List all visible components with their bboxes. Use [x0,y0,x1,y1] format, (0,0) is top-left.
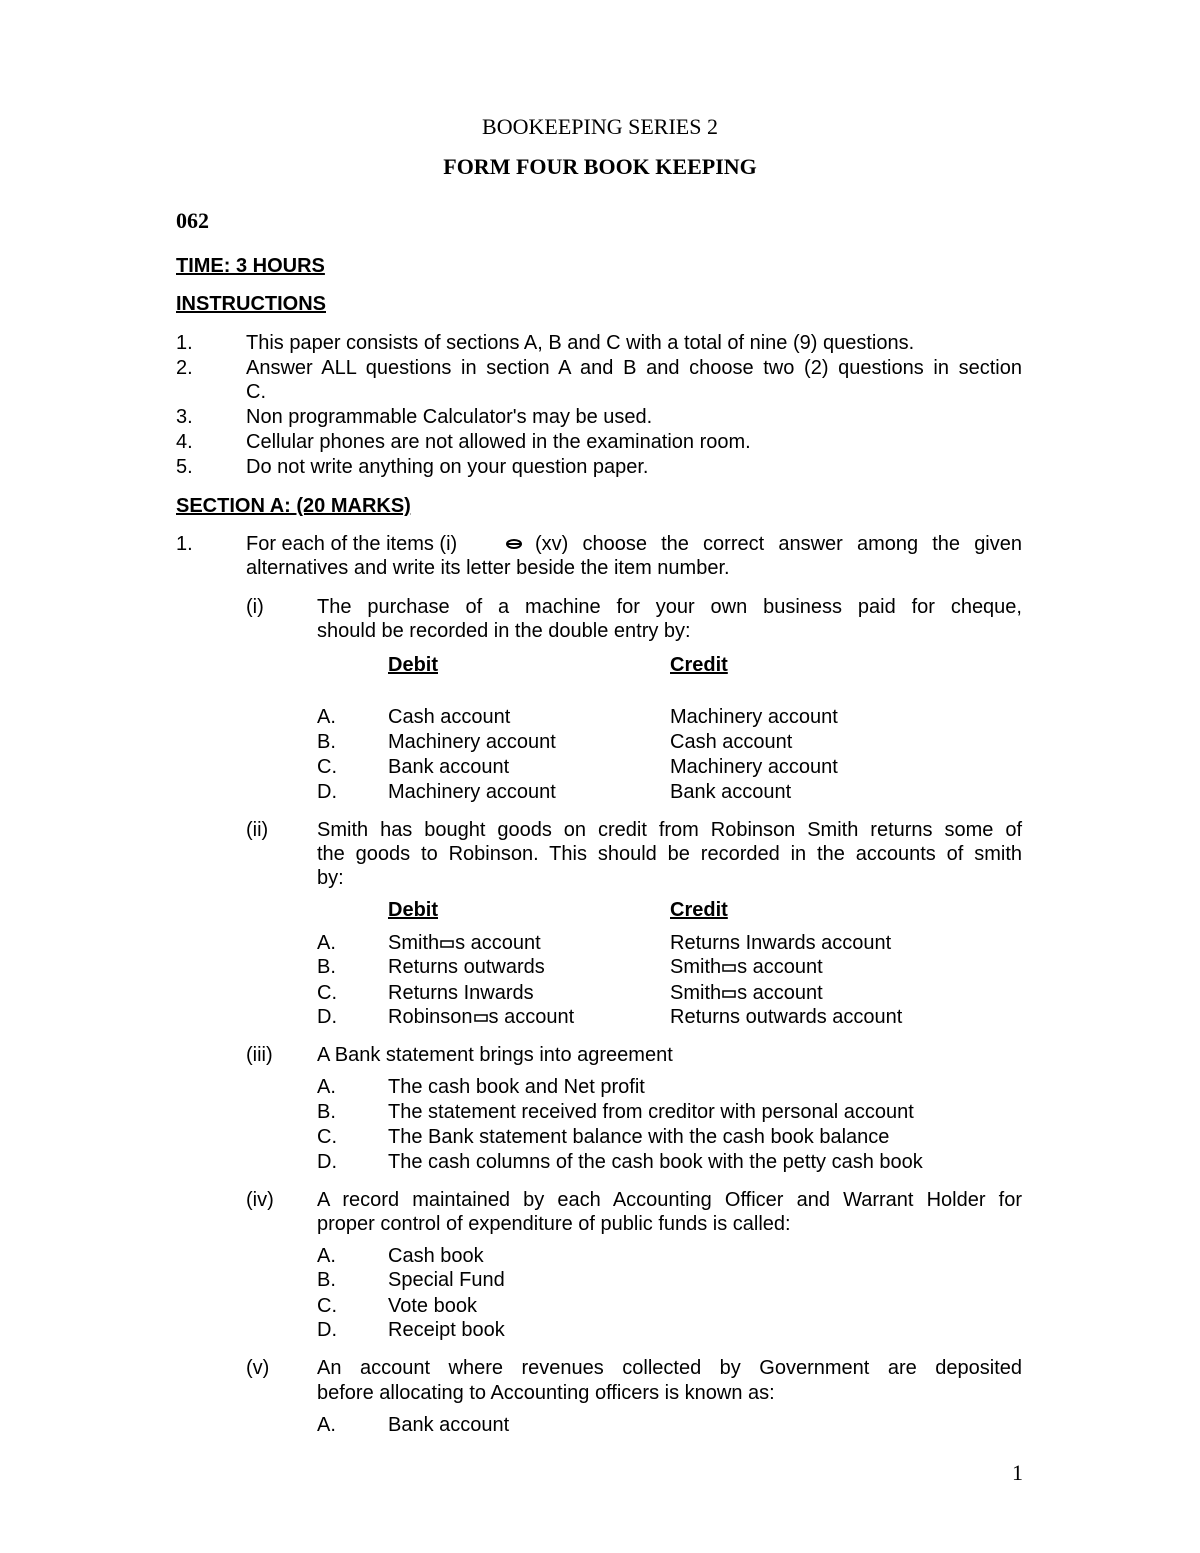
item-i-option-b-letter: B. [317,731,336,753]
item-i-stem-line1: The purchase of a machine for your own business paid for cheque, [317,596,1022,618]
item-iv-stem-line1: A record maintained by each Accounting Officer and Warrant Holder for [317,1189,1022,1211]
item-ii-option-d-debit-name: Robinson [388,1006,473,1028]
item-iv-option-d-letter: D. [317,1319,337,1341]
item-ii-option-b-credit-name: Smith [670,956,722,978]
item-iii-option-b-text: The statement received from creditor with personal account [388,1101,914,1123]
page-number: 1 [1012,1460,1023,1485]
item-i-label: (i) [246,596,264,618]
question-1-number: 1. [176,533,193,555]
item-ii-option-b-letter: B. [317,956,336,978]
item-iii-option-d-text: The cash columns of the cash book with the petty cash book [388,1151,923,1173]
series-title: BOOKEEPING SERIES 2 [482,114,718,139]
item-i-option-d-credit: Bank account [670,781,792,803]
item-i-option-c-letter: C. [317,756,337,778]
item-iii-option-c-letter: C. [317,1126,337,1148]
item-iv-option-b-letter: B. [317,1269,336,1291]
item-i-option-b-debit: Machinery account [388,731,556,753]
item-v-option-a-letter: A. [317,1414,336,1436]
paper-code: 062 [176,208,209,233]
item-ii-stem-line2: the goods to Robinson. This should be recorded in the accounts of smith [317,843,1022,865]
item-iv-option-c-letter: C. [317,1295,337,1317]
item-iii-stem: A Bank statement brings into agreement [317,1044,673,1066]
item-iv-option-d-text: Receipt book [388,1319,505,1341]
item-ii-stem-line3: by: [317,867,344,889]
item-i-option-a-credit: Machinery account [670,706,838,728]
item-ii-option-b-credit-rest: s account [737,956,823,978]
item-ii-option-d-letter: D. [317,1006,337,1028]
time-allowed: TIME: 3 HOURS [176,255,325,277]
item-iv-stem-line2: proper control of expenditure of public funds is called: [317,1213,791,1235]
item-iii-option-a-letter: A. [317,1076,336,1098]
item-i-option-d-debit: Machinery account [388,781,556,803]
item-ii-option-d-debit [388,1005,574,1029]
item-iv-option-a-letter: A. [317,1245,336,1267]
question-1-line1-end: (xv) choose the correct answer among the given [535,533,1022,555]
item-ii-option-a-letter: A. [317,932,336,954]
item-iv-label: (iv) [246,1189,274,1211]
item-ii-option-c-credit-name: Smith [670,982,722,1004]
item-ii-option-d-credit: Returns outwards account [670,1006,903,1028]
dash-glyph-icon [505,538,523,550]
item-v-stem-line1: An account where revenues collected by Government are deposited [317,1357,1022,1379]
item-ii-option-b-credit [670,955,823,979]
question-1-line1-start: For each of the items (i) [246,533,458,555]
item-ii-option-c-letter: C. [317,982,337,1004]
apostrophe-glyph-icon [721,989,737,999]
instruction-3-text: Non programmable Calculator's may be used. [246,406,653,428]
item-ii-option-a-debit [388,931,541,955]
item-ii-option-a-debit-name: Smith [388,932,440,954]
instructions-heading: INSTRUCTIONS [176,293,326,315]
instruction-2-text-line1: Answer ALL questions in section A and B and choose two (2) questions in section [246,357,1022,379]
item-i-stem-line2: should be recorded in the double entry by: [317,620,691,642]
item-ii-option-d-debit-rest: s account [488,1006,575,1028]
instruction-1-number: 1. [176,332,193,354]
item-v-stem-line2: before allocating to Accounting officers is known as: [317,1382,775,1404]
item-iv-option-b-text: Special Fund [388,1269,505,1291]
item-ii-option-c-debit: Returns Inwards [388,982,534,1004]
form-title: FORM FOUR BOOK KEEPING [443,154,757,179]
instruction-4-number: 4. [176,431,193,453]
instruction-5-number: 5. [176,456,193,478]
instruction-1-text: This paper consists of sections A, B and C with a total of nine (9) questions. [246,332,915,354]
item-iii-option-a-text: The cash book and Net profit [388,1076,645,1098]
item-iii-option-c-text: The Bank statement balance with the cash book balance [388,1126,890,1148]
item-i-debit-heading: Debit [388,654,438,676]
item-ii-option-b-debit: Returns outwards [388,956,545,978]
item-i-option-a-debit: Cash account [388,706,511,728]
item-ii-label: (ii) [246,819,269,841]
instruction-2-text-line2: C. [246,381,266,403]
item-ii-credit-heading: Credit [670,899,728,921]
item-i-option-a-letter: A. [317,706,336,728]
item-iii-option-d-letter: D. [317,1151,337,1173]
item-ii-option-c-credit-rest: s account [737,982,823,1004]
item-ii-option-c-credit [670,981,823,1005]
apostrophe-glyph-icon [721,963,737,973]
section-a-heading: SECTION A: (20 MARKS) [176,495,411,517]
item-iii-label: (iii) [246,1044,273,1066]
instruction-3-number: 3. [176,406,193,428]
item-iv-option-a-text: Cash book [388,1245,484,1267]
question-1-line2: alternatives and write its letter beside the item number. [246,557,730,579]
instruction-4-text: Cellular phones are not allowed in the examination room. [246,431,751,453]
item-ii-stem-line1: Smith has bought goods on credit from Robinson Smith returns some of [317,819,1022,841]
item-ii-option-a-debit-rest: s account [455,932,541,954]
item-i-option-c-credit: Machinery account [670,756,838,778]
item-ii-option-a-credit: Returns Inwards account [670,932,892,954]
item-ii-debit-heading: Debit [388,899,438,921]
instruction-2-number: 2. [176,357,193,379]
instruction-5-text: Do not write anything on your question paper. [246,456,649,478]
item-i-option-d-letter: D. [317,781,337,803]
item-v-option-a-text: Bank account [388,1414,510,1436]
item-v-label: (v) [246,1357,270,1379]
item-i-option-c-debit: Bank account [388,756,510,778]
apostrophe-glyph-icon [473,1013,489,1023]
item-i-credit-heading: Credit [670,654,728,676]
item-iv-option-c-text: Vote book [388,1295,477,1317]
apostrophe-glyph-icon [439,939,455,949]
item-i-option-b-credit: Cash account [670,731,793,753]
item-iii-option-b-letter: B. [317,1101,336,1123]
